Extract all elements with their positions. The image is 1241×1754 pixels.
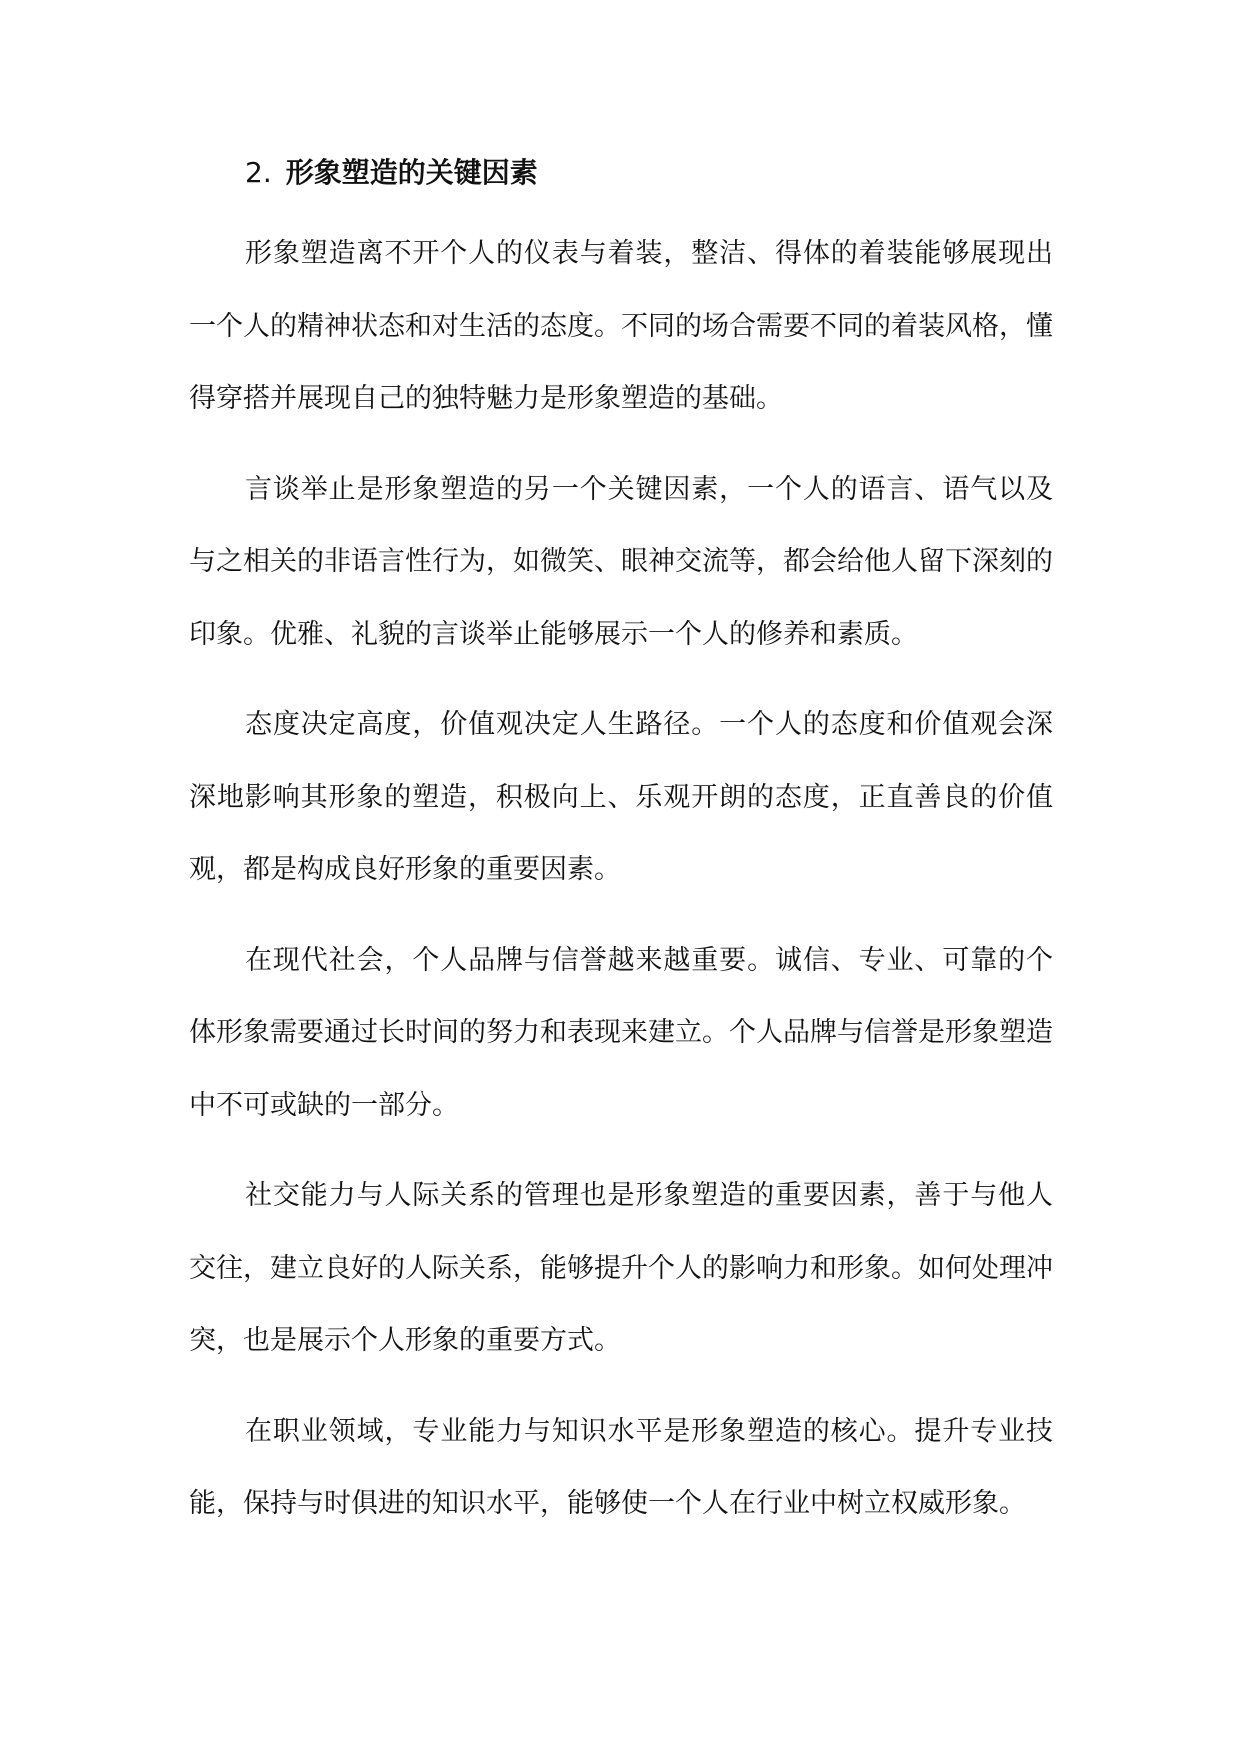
paragraph-social-skills: 社交能力与人际关系的管理也是形象塑造的重要因素，善于与他人交往，建立良好的人际关系，能够提升个人的影响力和形象。如何处理冲突，也是展示个人形象的重要方式。 (189, 1180, 1053, 1356)
paragraph-professional-ability: 在职业领域，专业能力与知识水平是形象塑造的核心。提升专业技能，保持与时俱进的知识水平，能够使一个人在行业中树立权威形象。 (189, 1415, 1053, 1519)
paragraph-speech-behavior: 言谈举止是形象塑造的另一个关键因素，一个人的语言、语气以及与之相关的非语言性行为，如微笑、眼神交流等，都会给他人留下深刻的印象。优雅、礼貌的言谈举止能够展示一个人的修养和素质。 (189, 473, 1053, 650)
document-body (189, 146, 1053, 1541)
section-number: 2. (245, 156, 272, 189)
section-title: 形象塑造的关键因素 (285, 156, 538, 189)
paragraph-attire: 形象塑造离不开个人的仪表与着装，整洁、得体的着装能够展现出一个人的精神状态和对生活的态度。不同的场合需要不同的着装风格，懂得穿搭并展现自己的独特魅力是形象塑造的基础。 (189, 238, 1053, 414)
section-heading (245, 146, 1053, 200)
paragraph-personal-brand: 在现代社会，个人品牌与信誉越来越重要。诚信、专业、可靠的个体形象需要通过长时间的努力和表现来建立。个人品牌与信誉是形象塑造中不可或缺的一部分。 (189, 944, 1053, 1121)
paragraph-attitude-values: 态度决定高度，价值观决定人生路径。一个人的态度和价值观会深深地影响其形象的塑造，积极向上、乐观开朗的态度，正直善良的价值观，都是构成良好形象的重要因素。 (189, 709, 1053, 885)
